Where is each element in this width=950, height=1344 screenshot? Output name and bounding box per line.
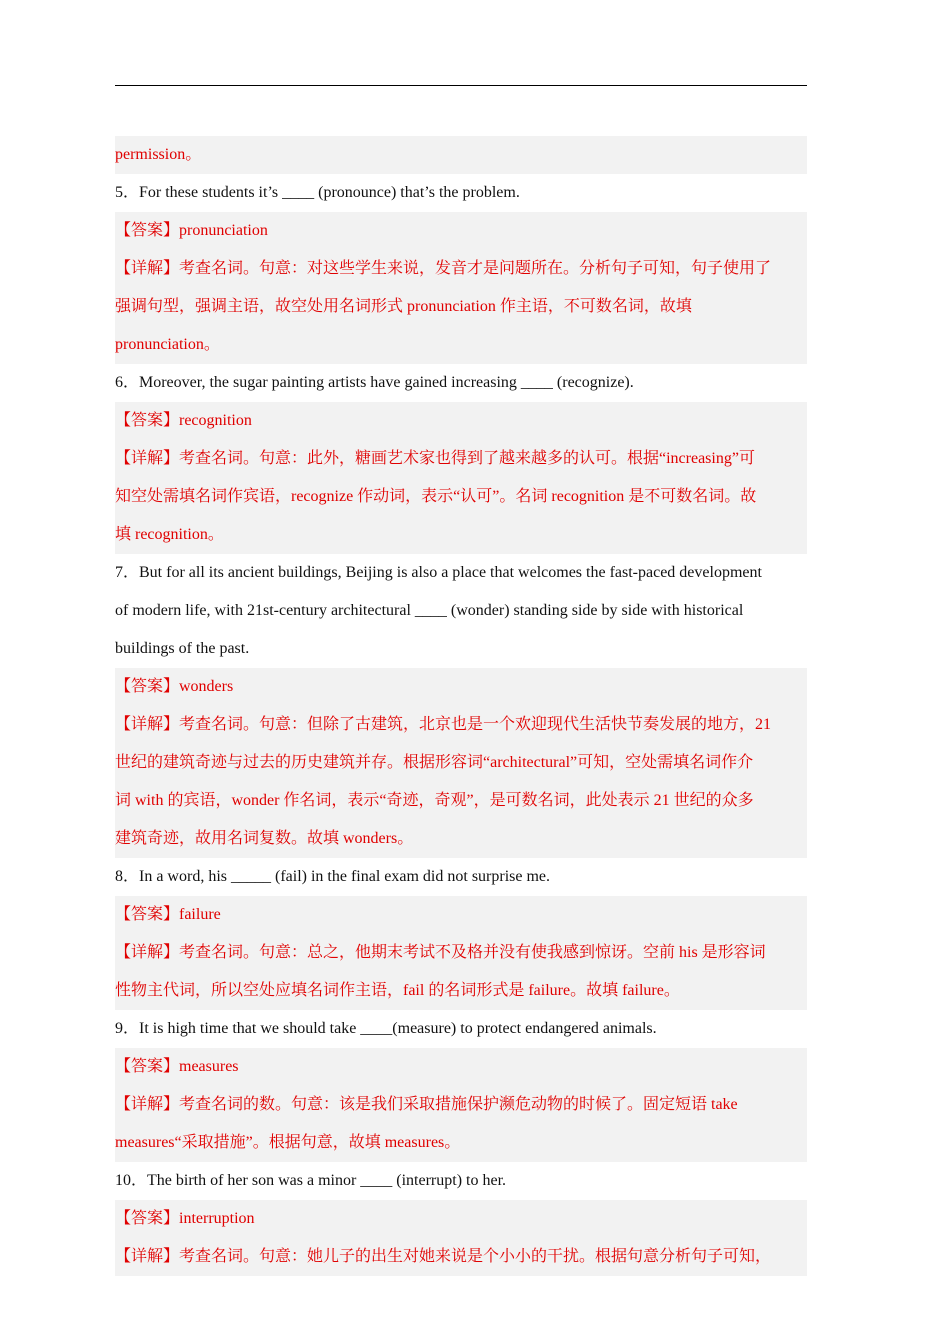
answer-line: 【详解】考查名词的数。句意：该是我们采取措施保护濒危动物的时候了。固定短语 take (115, 1096, 738, 1113)
answer-box (115, 896, 807, 1010)
answer-line: 【答案】failure (115, 906, 221, 923)
question-item (115, 364, 807, 402)
answer-line: 世纪的建筑奇迹与过去的历史建筑并存。根据形容词“architectural”可知，空处需填名词作介 (115, 754, 754, 771)
document-body (115, 136, 807, 1276)
answer-line: 【答案】interruption (115, 1210, 255, 1227)
answer-line: 【答案】measures (115, 1058, 239, 1075)
question-item (115, 554, 807, 668)
answer-box (115, 136, 807, 174)
answer-box (115, 1200, 807, 1276)
answer-line: 知空处需填名词作宾语，recognize 作动词，表示“认可”。名词 recognition 是不可数名词。故 (115, 488, 757, 505)
answer-line: 【详解】考查名词。句意：她儿子的出生对她来说是个小小的干扰。根据句意分析句子可知， (115, 1248, 772, 1265)
answer-box (115, 402, 807, 554)
question-line: 10．The birth of her son was a minor ____ (interrupt) to her. (115, 1172, 507, 1189)
answer-line: 填 recognition。 (115, 526, 224, 543)
answer-line: measures“采取措施”。根据句意，故填 measures。 (115, 1134, 461, 1151)
header-rule (115, 85, 807, 86)
question-line: 5．For these students it’s ____ (pronounce) that’s the problem. (115, 184, 520, 201)
answer-line: pronunciation。 (115, 336, 220, 353)
question-line: of modern life, with 21st-century architectural ____ (wonder) standing side by side with historical (115, 602, 744, 619)
question-line: 8．In a word, his _____ (fail) in the final exam did not surprise me. (115, 868, 551, 885)
answer-line: 词 with 的宾语，wonder 作名词，表示“奇迹，奇观”，是可数名词，此处表示 21 世纪的众多 (115, 792, 754, 809)
answer-box (115, 668, 807, 858)
question-item (115, 1162, 807, 1200)
question-item (115, 1010, 807, 1048)
answer-line: 【详解】考查名词。句意：此外，糖画艺术家也得到了越来越多的认可。根据“increasing”可 (115, 450, 755, 467)
question-line: 9．It is high time that we should take ____(measure) to protect endangered animals. (115, 1020, 657, 1037)
answer-line: 【答案】recognition (115, 412, 252, 429)
question-item (115, 174, 807, 212)
question-item (115, 858, 807, 896)
question-line: 7．But for all its ancient buildings, Beijing is also a place that welcomes the fast-paced development (115, 564, 762, 581)
answer-line: 【详解】考查名词。句意：总之，他期末考试不及格并没有使我感到惊讶。空前 his 是形容词 (115, 944, 766, 961)
answer-line: 【答案】wonders (115, 678, 234, 695)
question-line: buildings of the past. (115, 640, 250, 657)
answer-line: 性物主代词，所以空处应填名词作主语，fail 的名词形式是 failure。故填 failure。 (115, 982, 680, 999)
answer-line: 【详解】考查名词。句意：对这些学生来说，发音才是问题所在。分析句子可知，句子使用了 (115, 260, 772, 277)
question-line: 6．Moreover, the sugar painting artists have gained increasing ____ (recognize). (115, 374, 634, 391)
answer-box (115, 212, 807, 364)
answer-line: 【答案】pronunciation (115, 222, 268, 239)
answer-line: permission。 (115, 146, 202, 163)
answer-line: 强调句型，强调主语，故空处用名词形式 pronunciation 作主语，不可数名词，故填 (115, 298, 692, 315)
answer-line: 建筑奇迹，故用名词复数。故填 wonders。 (115, 830, 414, 847)
answer-box (115, 1048, 807, 1162)
answer-line: 【详解】考查名词。句意：但除了古建筑，北京也是一个欢迎现代生活快节奏发展的地方，21 (115, 716, 772, 733)
